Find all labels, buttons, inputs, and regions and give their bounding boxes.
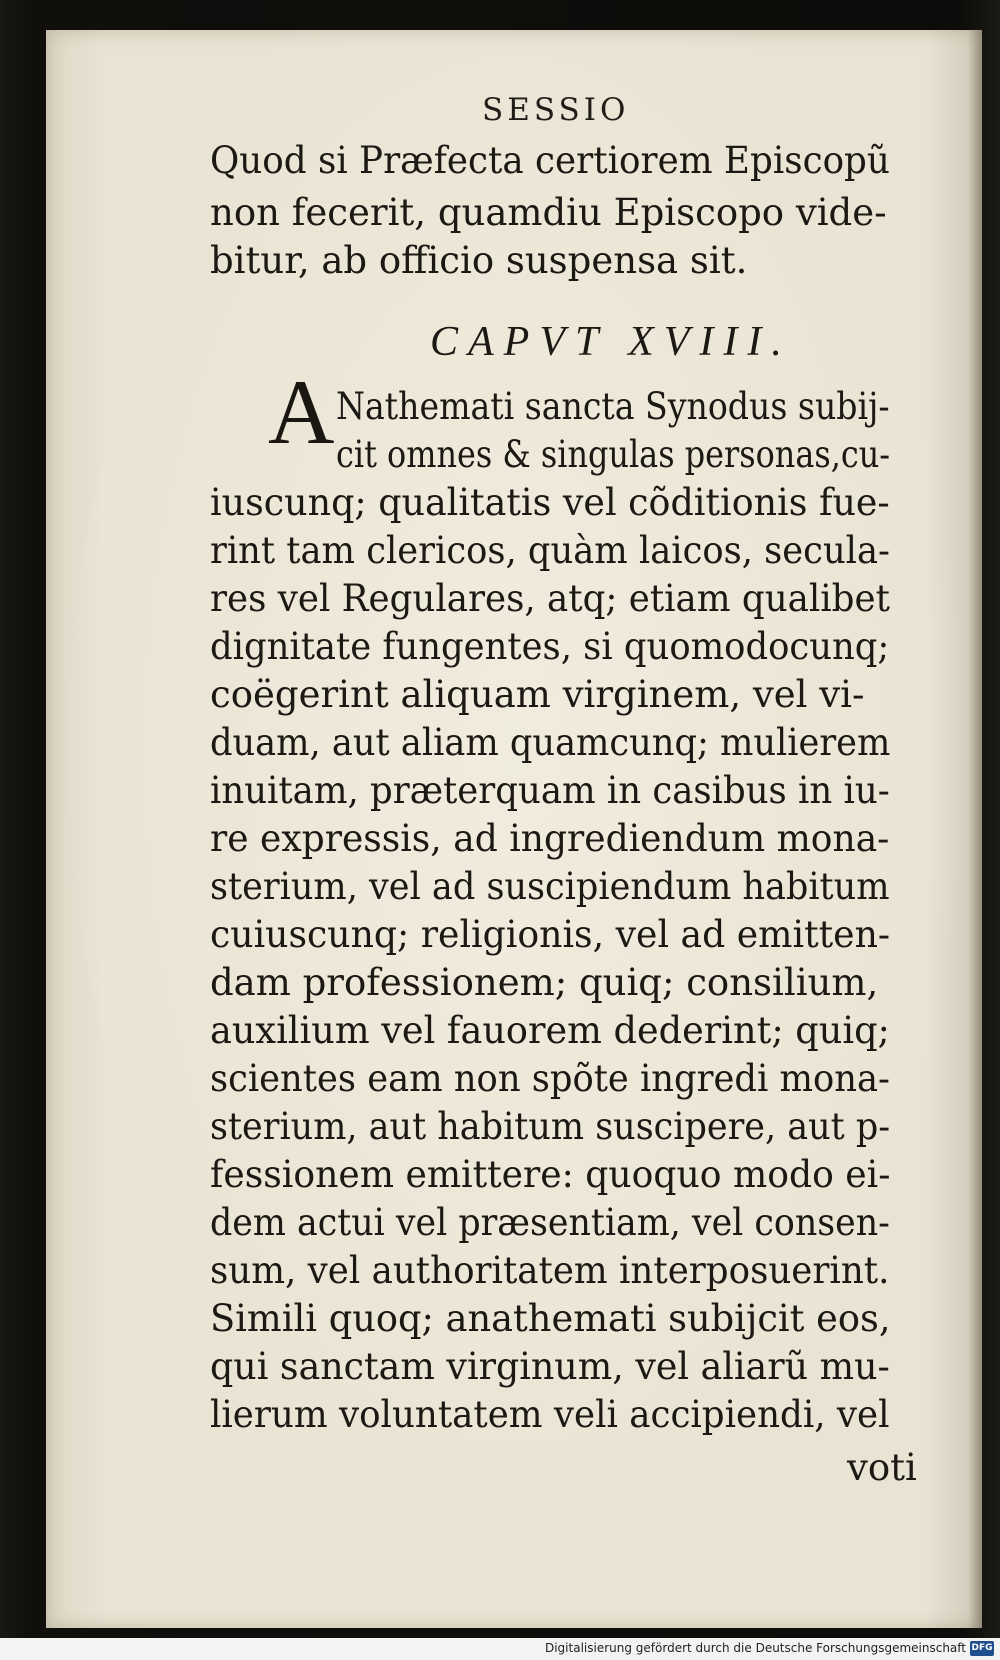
text-line-24: qui sanctam virginum, vel aliarũ mu- — [210, 1345, 890, 1388]
text-line-4: Nathemati sancta Synodus subij- — [336, 385, 890, 428]
text-line-19: sterium, aut habitum suscipere, aut p- — [210, 1105, 891, 1148]
text-line-16: dam professionem; quiq; consilium, — [210, 961, 879, 1004]
running-head: SESSIO — [482, 92, 630, 128]
text-line-12: inuitam, præterquam in casibus in iu- — [210, 769, 890, 812]
text-line-3: bitur, ab officio suspensa sit. — [210, 239, 748, 282]
text-line-10: coëgerint aliquam virginem, vel vi- — [210, 673, 865, 716]
footer-credit: Digitalisierung gefördert durch die Deutsche Forschungsgemeinschaft — [544, 1641, 966, 1655]
dfg-logo-icon: DFG — [970, 1641, 994, 1656]
text-line-22: sum, vel authoritatem interposuerint. — [210, 1249, 890, 1292]
digitization-footer — [0, 1638, 1000, 1660]
text-line-25: lierum voluntatem veli accipiendi, vel — [210, 1393, 890, 1436]
chapter-heading: CAPVT XVIII. — [430, 319, 792, 365]
text-line-1: Quod si Præfecta certiorem Episcopũ — [210, 139, 890, 182]
text-line-18: scientes eam non spõte ingredi mona- — [210, 1057, 890, 1100]
text-line-20: fessionem emittere: quoquo modo ei- — [210, 1153, 891, 1196]
text-line-9: dignitate fungentes, si quomodocunq; — [210, 625, 890, 668]
text-line-7: rint tam clericos, quàm laicos, secula- — [210, 529, 890, 572]
text-line-2: non fecerit, quamdiu Episcopo vide- — [210, 191, 887, 234]
text-line-21: dem actui vel præsentiam, vel consen- — [210, 1201, 890, 1244]
text-line-8: res vel Regulares, atq; etiam qualibet — [210, 577, 890, 620]
text-line-15: cuiuscunq; religionis, vel ad emitten- — [210, 913, 891, 956]
catchword: voti — [847, 1446, 917, 1489]
text-line-17: auxilium vel fauorem dederint; quiq; — [210, 1009, 890, 1052]
text-line-11: duam, aut aliam quamcunq; mulierem — [210, 721, 891, 764]
page-edge-shadow — [968, 30, 982, 1628]
drop-initial: A — [268, 361, 335, 463]
text-line-23: Simili quoq; anathemati subijcit eos, — [210, 1297, 891, 1340]
text-line-5: cit omnes & singulas personas,cu- — [336, 433, 891, 476]
text-line-13: re expressis, ad ingrediendum mona- — [210, 817, 890, 860]
text-line-6: iuscunq; qualitatis vel cõditionis fue- — [210, 481, 890, 524]
text-line-14: sterium, vel ad suscipiendum habitum — [210, 865, 890, 908]
